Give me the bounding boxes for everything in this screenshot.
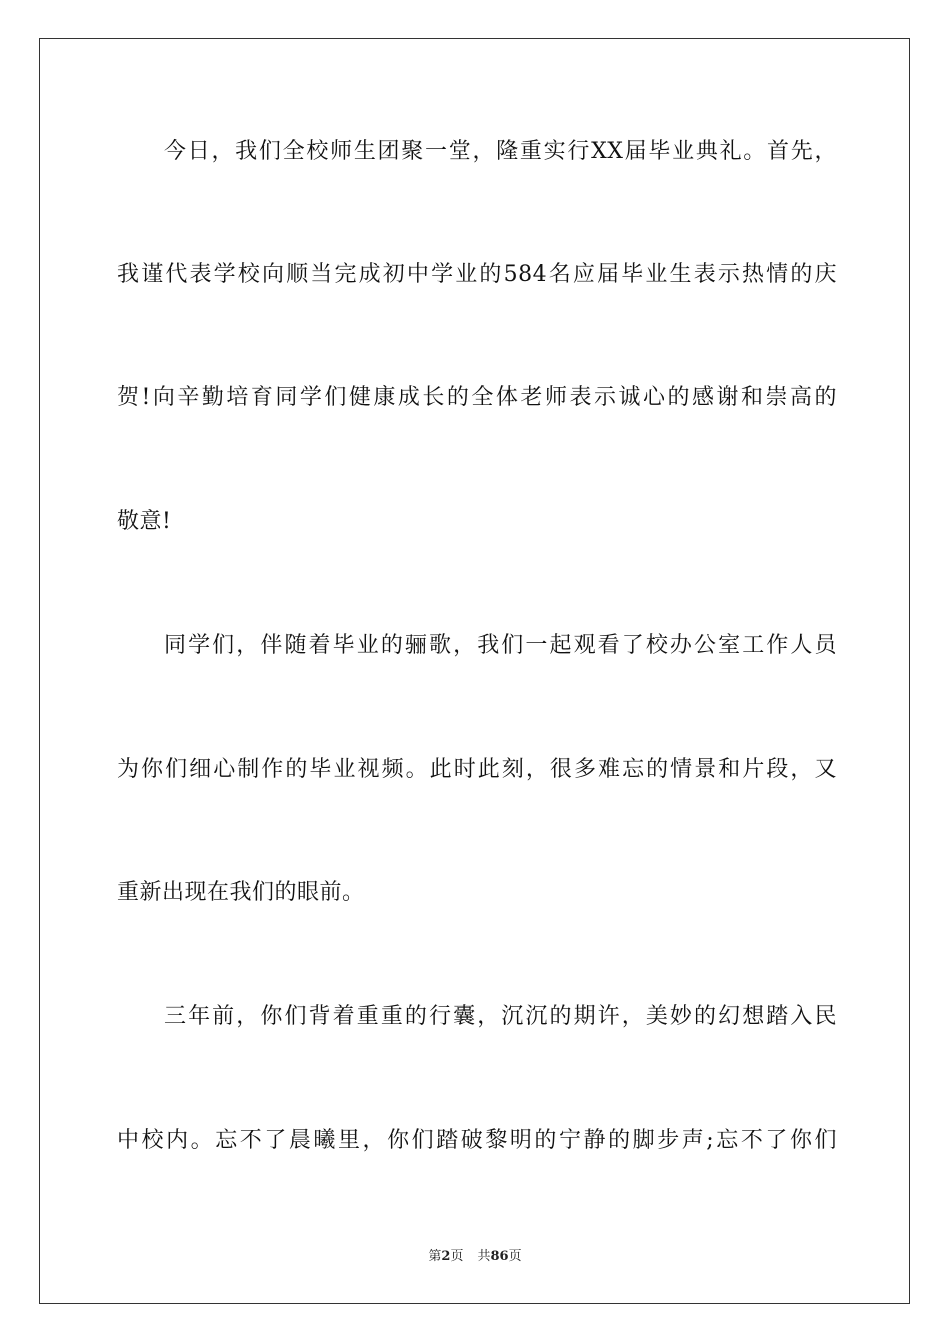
- paragraph-2-line-3: 重新出现在我们的眼前。: [117, 880, 365, 905]
- paragraph-1-line-2: 我谨代表学校向顺当完成初中学业的584名应届毕业生表示热情的庆: [117, 262, 837, 287]
- paragraph-2-line-1: 同学们，伴随着毕业的骊歌，我们一起观看了校办公室工作人员: [164, 633, 837, 658]
- page-suffix: 页: [450, 1249, 464, 1264]
- page-footer: [0, 1248, 950, 1266]
- page-border: [39, 38, 910, 1304]
- paragraph-2-line-2: 为你们细心制作的毕业视频。此时此刻，很多难忘的情景和片段，又: [117, 757, 837, 782]
- total-prefix: 共: [477, 1249, 491, 1264]
- paragraph-1-line-3: 贺!向辛勤培育同学们健康成长的全体老师表示诚心的感谢和崇高的: [117, 385, 837, 410]
- page-current-number: 2: [441, 1249, 451, 1264]
- paragraph-3-line-2: 中校内。忘不了晨曦里，你们踏破黎明的宁静的脚步声;忘不了你们: [117, 1128, 837, 1153]
- paragraph-1-line-4: 敬意!: [117, 509, 172, 534]
- paragraph-3-line-1: 三年前，你们背着重重的行囊，沉沉的期许，美妙的幻想踏入民: [164, 1004, 837, 1029]
- page-prefix: 第: [428, 1249, 442, 1264]
- total-suffix: 页: [508, 1249, 522, 1264]
- paragraph-1-line-1: 今日，我们全校师生团聚一堂，隆重实行XX届毕业典礼。首先，: [164, 139, 837, 164]
- total-pages-number: 86: [490, 1249, 509, 1264]
